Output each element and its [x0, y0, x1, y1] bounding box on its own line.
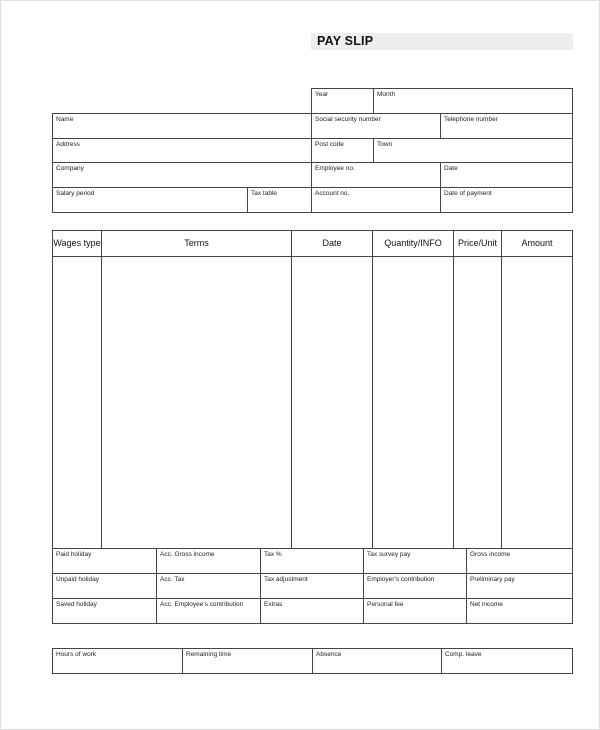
page-title: PAY SLIP: [317, 34, 374, 48]
date-of-payment-field[interactable]: Date of payment: [440, 187, 573, 213]
header-terms: Terms: [184, 237, 209, 248]
header-date: Date: [322, 237, 342, 248]
tax-adjustment-field[interactable]: Tax adjustment: [260, 573, 364, 599]
year-field[interactable]: Year: [311, 88, 374, 114]
hours-of-work-field[interactable]: Hours of work: [52, 648, 183, 674]
preliminary-pay-field[interactable]: Preliminary pay: [466, 573, 573, 599]
extras-field[interactable]: Extras: [260, 598, 364, 624]
col-divider: [291, 231, 292, 548]
header-quantity-info: Quantity/INFO: [384, 237, 442, 248]
post-code-field[interactable]: Post code: [311, 138, 374, 163]
paid-holiday-field[interactable]: Paid holiday: [52, 548, 157, 574]
telephone-field[interactable]: Telephone number: [440, 113, 573, 139]
saved-holiday-field[interactable]: Saved holiday: [52, 598, 157, 624]
social-security-field[interactable]: Social security number: [311, 113, 441, 139]
salary-period-field[interactable]: Salary period: [52, 187, 248, 213]
comp-leave-field[interactable]: Comp. leave: [441, 648, 573, 674]
date-field[interactable]: Date: [440, 162, 573, 188]
month-field[interactable]: Month: [373, 88, 573, 114]
company-field[interactable]: Company: [52, 162, 312, 188]
net-income-field[interactable]: Net income: [466, 598, 573, 624]
gross-income-field[interactable]: Gross income: [466, 548, 573, 574]
header-divider: [53, 256, 572, 257]
wages-table: [52, 230, 573, 549]
acc-employee-contribution-field[interactable]: Acc. Employee's contribution: [156, 598, 261, 624]
account-no-field[interactable]: Account no.: [311, 187, 441, 213]
remaining-time-field[interactable]: Remaining time: [182, 648, 313, 674]
acc-gross-income-field[interactable]: Acc. Gross income: [156, 548, 261, 574]
unpaid-holiday-field[interactable]: Unpaid holiday: [52, 573, 157, 599]
absence-field[interactable]: Absence: [312, 648, 442, 674]
acc-tax-field[interactable]: Acc. Tax: [156, 573, 261, 599]
header-wages-type: Wages type: [53, 237, 101, 248]
header-amount: Amount: [521, 237, 553, 248]
name-field[interactable]: Name: [52, 113, 312, 139]
tax-survey-pay-field[interactable]: Tax survey pay: [363, 548, 467, 574]
employer-contribution-field[interactable]: Employer's contribution: [363, 573, 467, 599]
col-divider: [372, 231, 373, 548]
town-field[interactable]: Town: [373, 138, 573, 163]
tax-percent-field[interactable]: Tax %: [260, 548, 364, 574]
col-divider: [101, 231, 102, 548]
col-divider: [501, 231, 502, 548]
employee-no-field[interactable]: Employee no.: [311, 162, 441, 188]
header-price-unit: Price/Unit: [457, 237, 497, 248]
col-divider: [453, 231, 454, 548]
address-field[interactable]: Address: [52, 138, 312, 163]
personal-fee-field[interactable]: Personal fee: [363, 598, 467, 624]
tax-table-field[interactable]: Tax table: [247, 187, 312, 213]
